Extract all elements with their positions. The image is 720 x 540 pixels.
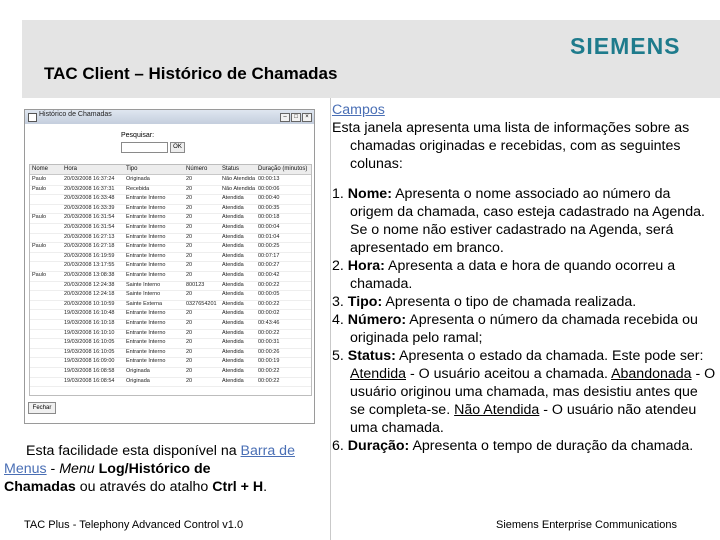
status-term: Atendida [350,366,407,382]
table-cell[interactable]: 20/03/2008 16:31:54 [64,224,115,230]
campos-heading[interactable]: Campos [332,102,385,118]
table-cell[interactable]: 00:01:04 [258,233,280,240]
table-cell[interactable]: 19/03/2008 16:09:00 [64,358,115,365]
table-cell[interactable]: 800123 [186,281,205,288]
menu-bar-link[interactable]: Barra de [240,443,295,459]
table-cell[interactable]: 19/03/2008 16:10:18 [64,320,115,326]
table-cell[interactable]: Entrante Interno [126,204,166,211]
call-history-table [29,164,312,396]
table-cell[interactable]: 20/03/2008 13:17:55 [64,262,115,269]
item-number: 5. [332,348,348,364]
field-text: Apresenta o número da chamada recebida ou originada pelo ramal; [350,312,698,346]
access-description [4,442,317,496]
table-cell[interactable]: 20 [186,358,193,365]
table-cell[interactable]: Entrante Interno [126,329,166,336]
window-title: Histórico de Chamadas [39,111,112,118]
column-header[interactable]: Tipo [126,166,138,172]
table-cell[interactable]: Sainte Interno [126,281,161,288]
table-cell[interactable]: Atendida [222,262,244,269]
table-cell[interactable]: 00:00:35 [258,204,280,211]
table-cell[interactable]: Atendida [222,281,244,288]
table-cell[interactable]: 20 [186,224,193,230]
table-cell[interactable]: 20 [186,214,193,221]
close-button[interactable]: Fechar [28,402,56,414]
table-cell[interactable]: 20 [186,262,193,269]
column-header[interactable]: Nome [32,166,49,172]
table-cell[interactable]: 19/03/2008 16:08:58 [64,368,115,374]
table-cell[interactable]: 19/03/2008 16:10:05 [64,339,115,346]
table-cell[interactable]: 00:00:25 [258,243,280,250]
table-cell[interactable]: Atendida [222,300,244,307]
table-cell[interactable]: 00:00:05 [258,291,280,298]
table-cell[interactable]: 20 [186,252,193,259]
field-name: Duração: [347,438,410,454]
desc-text: ou através do atalho [75,479,213,495]
table-cell[interactable]: 00:00:04 [258,224,280,230]
table-cell[interactable]: 00:00:31 [258,339,280,346]
table-cell[interactable]: 19/03/2008 16:08:54 [64,377,115,384]
table-cell[interactable]: Entrante Interno [126,262,166,269]
window-titlebar[interactable] [25,110,314,124]
field-text: Apresenta o estado da chamada. Este pode ser: [395,348,704,364]
table-cell[interactable]: Atendida [222,339,244,346]
table-cell[interactable]: Entrante Interno [126,252,166,259]
field-name: Hora: [347,258,385,274]
table-cell[interactable]: Entrante Interno [126,243,166,250]
search-input[interactable] [121,142,168,153]
menus-link[interactable]: Menus [4,461,47,477]
ok-button[interactable]: OK [170,142,185,153]
table-cell[interactable]: Atendida [222,224,244,230]
table-cell[interactable]: Paulo [32,243,47,250]
table-cell[interactable]: Recebida [126,185,150,192]
table-cell[interactable]: 0327654201 [186,300,217,307]
table-cell[interactable]: Atendida [222,329,244,336]
status-term: Abandonada [611,366,692,382]
table-cell[interactable]: 20 [186,233,193,240]
desc-text: - [46,461,60,477]
table-cell[interactable]: Atendida [222,310,244,317]
table-cell[interactable]: 00:00:40 [258,195,280,202]
table-cell[interactable]: 20/03/2008 16:27:18 [64,243,115,250]
table-cell[interactable]: 00:00:22 [258,300,280,307]
table-cell[interactable]: Entrante Interno [126,358,166,365]
field-name: Número: [347,312,407,328]
table-cell[interactable]: Atendida [222,272,244,278]
column-header[interactable]: Duração (minutos) [258,166,308,172]
table-cell[interactable]: Entrante Interno [126,310,166,317]
table-cell[interactable]: 20/03/2008 16:33:39 [64,204,115,211]
field-item-tipo [332,293,716,311]
field-name: Nome: [347,186,392,202]
desc-menu-path: Log/Histórico de [98,461,211,477]
table-cell[interactable]: Atendida [222,233,244,240]
table-cell[interactable]: 20/03/2008 10:10:59 [64,300,115,307]
column-header[interactable]: Status [222,166,240,172]
table-cell[interactable]: 20/03/2008 16:33:48 [64,195,115,202]
fields-description [332,101,716,455]
field-item-duracao [332,437,716,455]
desc-text: Esta facilidade esta disponível na [26,443,241,459]
row-divider [30,386,311,387]
table-cell[interactable]: 00:00:19 [258,358,280,365]
table-cell[interactable]: 20 [186,185,193,192]
table-cell[interactable]: Atendida [222,291,244,298]
table-cell[interactable]: 20/03/2008 16:19:59 [64,252,115,259]
table-cell[interactable]: Originada [126,368,150,374]
table-cell[interactable]: Sainte Interno [126,291,161,298]
table-cell[interactable]: 00:07:17 [258,252,280,259]
table-cell[interactable]: Atendida [222,243,244,250]
table-cell[interactable]: 20 [186,176,193,182]
table-cell[interactable]: 00:00:18 [258,214,280,221]
table-cell[interactable]: 20/03/2008 13:08:38 [64,272,115,278]
item-number: 3. [332,294,348,310]
table-cell[interactable]: 20/03/2008 16:37:31 [64,185,115,192]
table-cell[interactable]: Entrante Interno [126,233,166,240]
table-cell[interactable]: Atendida [222,368,244,374]
close-icon[interactable]: × [302,113,312,122]
intro-text: Esta janela apresenta uma lista de informações sobre as chamadas originadas e recebidas, com as seguintes colunas: [332,120,690,172]
table-cell[interactable]: Não Atendida [222,185,256,192]
column-header[interactable]: Número [186,166,208,172]
field-text: Apresenta o nome associado ao número da origem da chamada, caso esteja cadastrado na Agenda. Se o nome não estiver cadastrado na Agenda, será apresentado em branco. [350,186,705,256]
field-text: Apresenta o tipo de chamada realizada. [382,294,637,310]
table-cell[interactable]: 20/03/2008 16:31:54 [64,214,115,221]
table-cell[interactable]: 00:00:06 [258,185,280,192]
table-cell[interactable]: 20 [186,291,193,298]
item-number: 4. [332,312,348,328]
table-cell[interactable]: Atendida [222,358,244,365]
table-cell[interactable]: 00:00:26 [258,348,280,355]
field-text: Apresenta a data e hora de quando ocorreu a chamada. [350,258,676,292]
table-cell[interactable]: Entrante Interno [126,348,166,355]
table-cell[interactable]: 00:43:46 [258,320,280,326]
table-cell[interactable]: Paulo [32,176,47,182]
table-cell[interactable]: Atendida [222,195,244,202]
table-cell[interactable]: 19/03/2008 16:10:05 [64,348,115,355]
table-cell[interactable]: 20/03/2008 12:24:38 [64,281,115,288]
field-text: - O usuário não atendeu uma chamada. [350,402,697,436]
desc-text: . [263,479,268,495]
table-cell[interactable]: 20/03/2008 12:24:18 [64,291,115,298]
table-cell[interactable]: Paulo [32,214,47,221]
table-cell[interactable]: Entrante Interno [126,224,166,230]
field-name: Tipo: [347,294,383,310]
page-title: TAC Client – Histórico de Chamadas [44,64,338,83]
table-cell[interactable]: 00:00:22 [258,281,280,288]
footer-product: TAC Plus - Telephony Advanced Control v1.0 [24,519,244,531]
table-cell[interactable]: 20 [186,272,193,278]
table-cell[interactable]: Atendida [222,377,244,384]
call-history-window [24,109,315,424]
table-cell[interactable]: 00:00:13 [258,176,280,182]
desc-text: Menu [59,461,99,477]
table-cell[interactable]: 20 [186,204,193,211]
app-icon [28,113,37,122]
footer-company: Siemens Enterprise Communications [496,519,677,531]
table-cell[interactable]: Não Atendida [222,176,256,182]
table-cell[interactable]: Atendida [222,204,244,211]
table-cell[interactable]: 20 [186,339,193,346]
field-item-status [332,347,716,437]
table-cell[interactable]: Atendida [222,320,244,326]
field-text: Apresenta o tempo de duração da chamada. [409,438,694,454]
divider [330,98,331,540]
table-cell[interactable]: Entrante Interno [126,339,166,346]
minimize-icon[interactable]: – [280,113,290,122]
desc-menu-path: Chamadas [4,479,76,495]
table-cell[interactable]: 20 [186,195,193,202]
table-cell[interactable]: 20 [186,320,193,326]
column-header[interactable]: Hora [64,166,78,172]
item-number: 1. [332,186,348,202]
table-cell[interactable]: Atendida [222,348,244,355]
table-cell[interactable]: 00:00:22 [258,377,280,384]
table-cell[interactable]: 00:00:27 [258,262,280,269]
maximize-icon[interactable]: □ [291,113,301,122]
search-label: Pesquisar: [121,132,155,139]
field-text: - O usuário aceitou a chamada. [406,366,612,382]
siemens-logo: SIEMENS [570,33,681,59]
table-cell[interactable]: Paulo [32,272,47,278]
table-cell[interactable]: Entrante Interno [126,195,166,202]
item-number: 6. [332,438,348,454]
table-cell[interactable]: 20 [186,368,193,374]
table-cell[interactable]: 20 [186,310,193,317]
table-cell[interactable]: 20/03/2008 16:37:24 [64,176,115,182]
table-cell[interactable]: 00:00:22 [258,368,280,374]
item-number: 2. [332,258,348,274]
table-cell[interactable]: Sainte Externa [126,300,163,307]
field-item-hora [332,257,716,293]
table-cell[interactable]: Atendida [222,252,244,259]
table-cell[interactable]: 19/03/2008 16:10:10 [64,329,115,336]
table-cell[interactable]: Atendida [222,214,244,221]
status-term: Não Atendida [454,402,540,418]
table-cell[interactable]: 00:00:22 [258,329,280,336]
table-cell[interactable]: 20/03/2008 16:27:13 [64,233,115,240]
table-cell[interactable]: Entrante Interno [126,214,166,221]
table-cell[interactable]: 00:00:42 [258,272,280,278]
table-cell[interactable]: 19/03/2008 16:10:48 [64,310,115,317]
table-cell[interactable]: Entrante Interno [126,320,166,326]
table-cell[interactable]: 20 [186,377,193,384]
table-cell[interactable]: 20 [186,329,193,336]
table-cell[interactable]: Originada [126,377,150,384]
table-cell[interactable]: 00:00:02 [258,310,280,317]
shortcut: Ctrl + H [212,479,264,495]
field-name: Status: [347,348,396,364]
table-cell[interactable]: 20 [186,243,193,250]
table-cell[interactable]: Entrante Interno [126,272,166,278]
field-item-numero [332,311,716,347]
field-item-nome [332,185,716,257]
table-cell[interactable]: Paulo [32,185,47,192]
table-cell[interactable]: 20 [186,348,193,355]
table-cell[interactable]: Originada [126,176,150,182]
field-text: - O usuário originou uma chamada, mas desistiu antes que se completa-se. [350,366,716,418]
